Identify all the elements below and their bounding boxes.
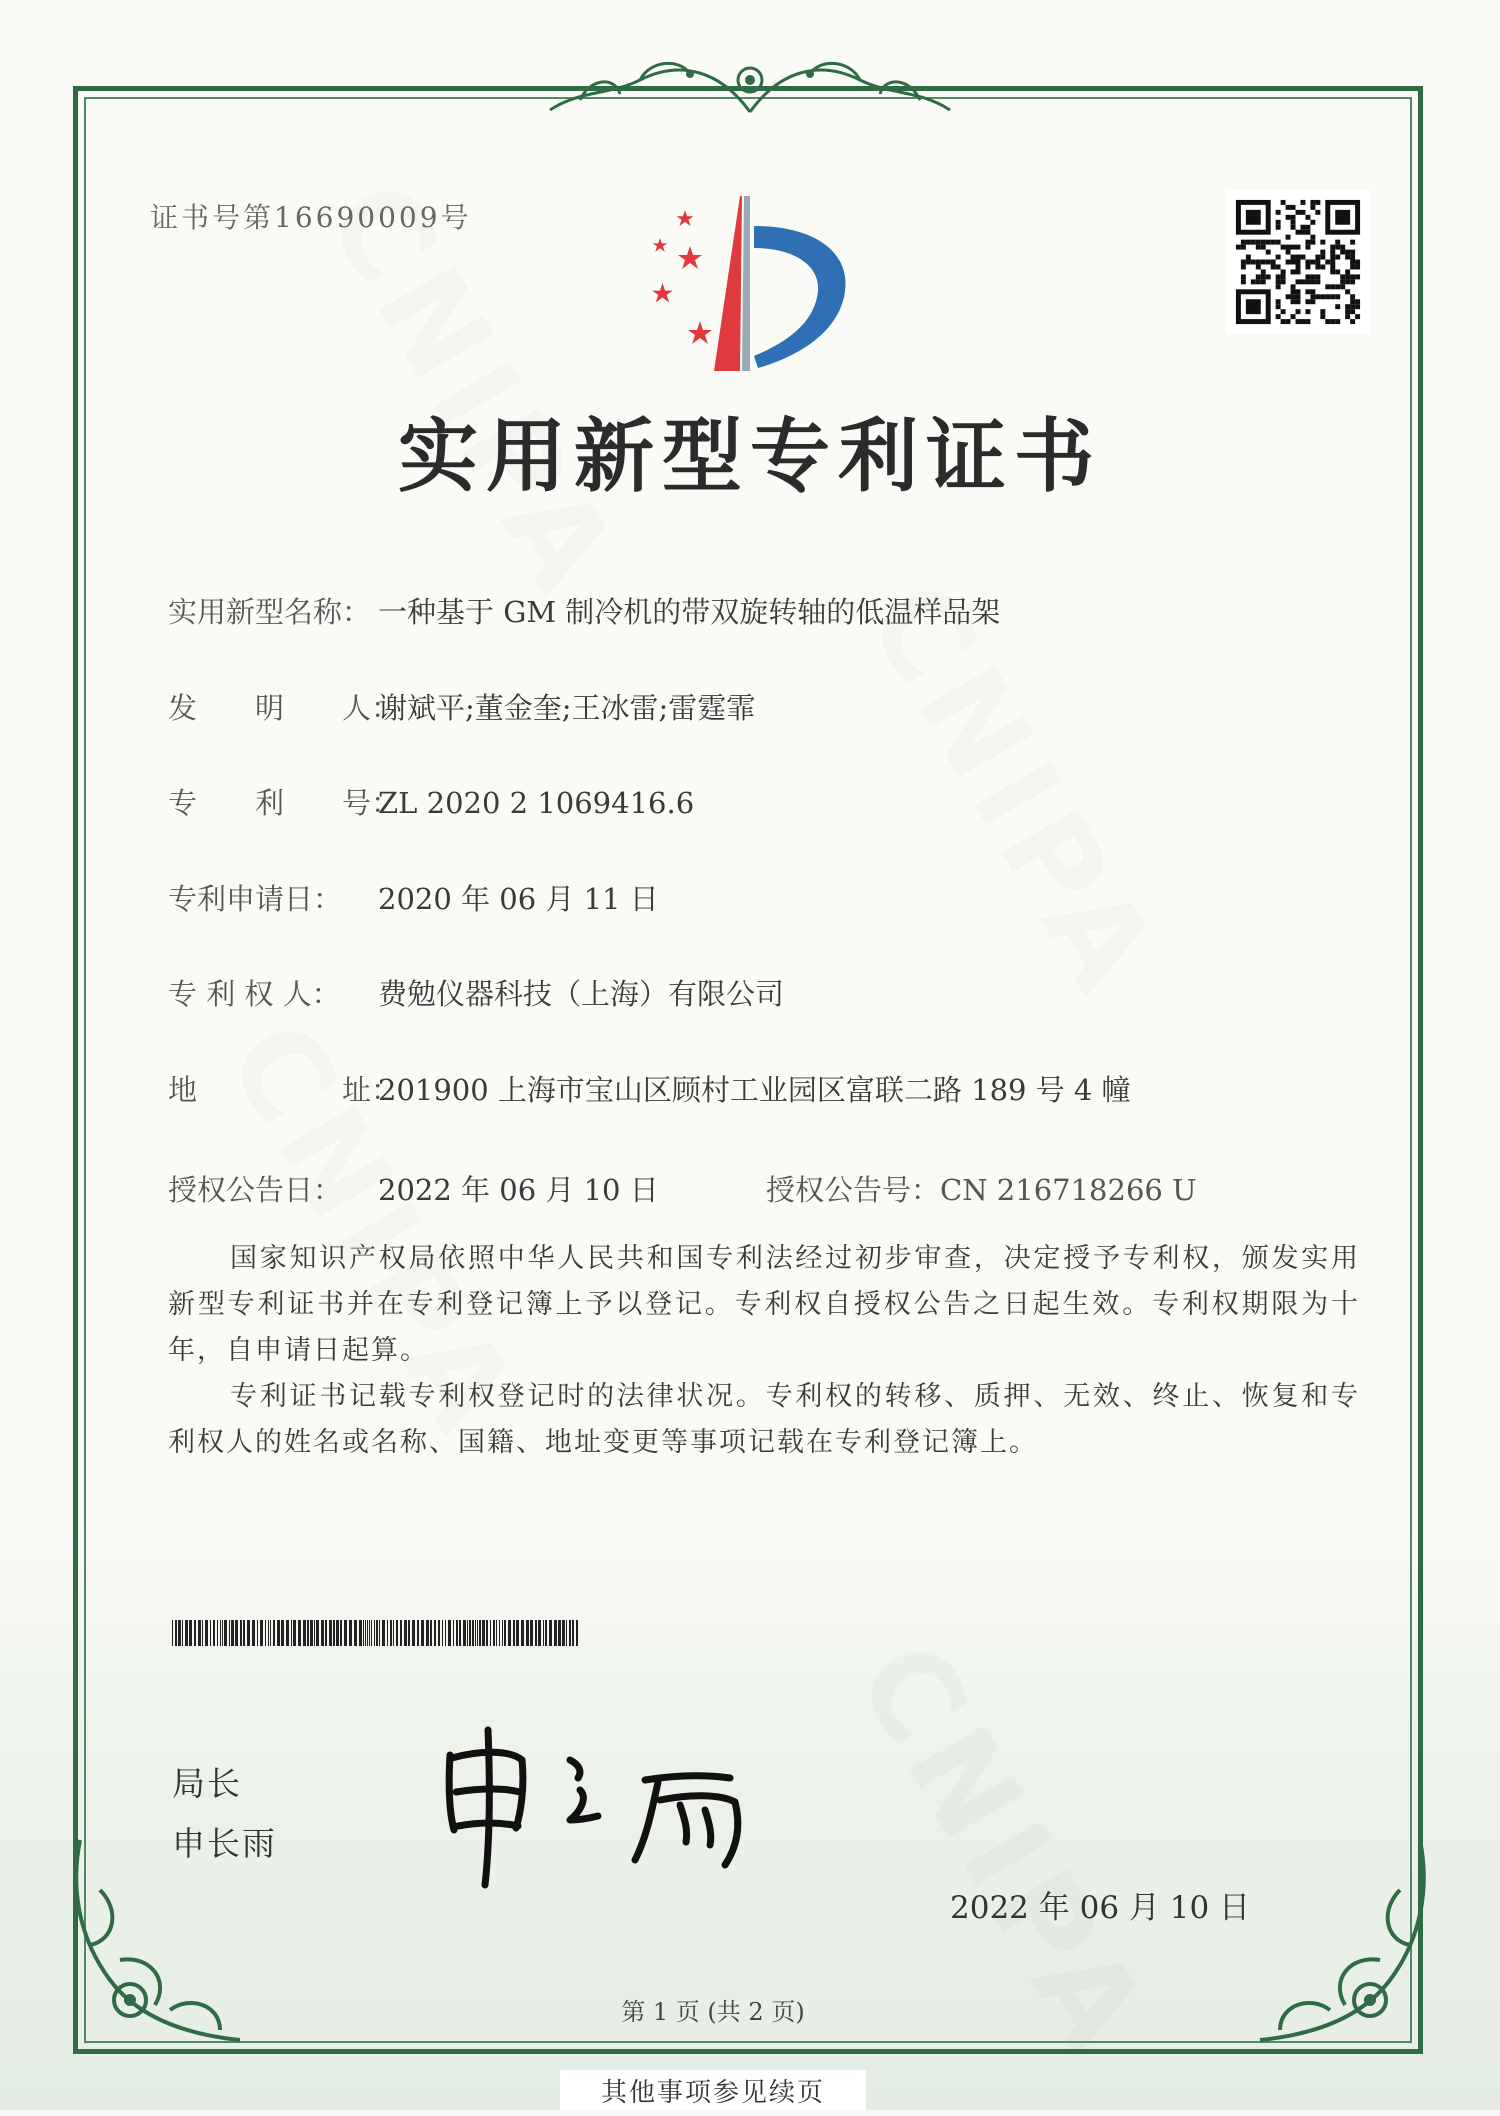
field-value: 谢斌平;董金奎;王冰雷;雷霆霏	[378, 691, 756, 725]
field-label: 地 址：	[168, 1073, 401, 1107]
handwritten-signature	[430, 1720, 780, 1890]
field-value: 201900 上海市宝山区顾村工业园区富联二路 189 号 4 幢	[378, 1073, 1131, 1107]
field-label: 实用新型名称：	[168, 595, 372, 629]
signature-text: 申长雨	[430, 1720, 433, 1721]
field-value: 费勉仪器科技（上海）有限公司	[378, 977, 785, 1011]
field-label: 授权公告号：	[766, 1173, 941, 1207]
announcement-number	[766, 1168, 1197, 1209]
field-label: 专 利 权 人：	[168, 977, 341, 1011]
official-title: 局长	[172, 1764, 242, 1803]
field-row	[168, 877, 659, 918]
field-row	[168, 1168, 659, 1209]
field-label: 专 利 号：	[168, 786, 401, 820]
field-row	[168, 781, 694, 822]
barcode-icon	[172, 1620, 580, 1646]
field-value: 2020 年 06 月 11 日	[378, 882, 659, 916]
field-value: CN 216718266 U	[940, 1173, 1197, 1207]
certificate-number: 证书号第16690009号	[150, 201, 472, 234]
field-value: 2022 年 06 月 10 日	[378, 1173, 659, 1207]
official-name: 申长雨	[172, 1824, 277, 1863]
field-label: 发 明 人：	[168, 691, 401, 725]
field-value: ZL 2020 2 1069416.6	[378, 786, 695, 820]
certificate-title: 实用新型专利证书	[398, 409, 1102, 503]
statement-paragraph: 专利证书记载专利权登记时的法律状况。专利权的转移、质押、无效、终止、恢复和专利权人的姓名或名称、国籍、地址变更等事项记载在专利登记簿上。	[168, 1381, 1360, 1458]
field-row	[168, 590, 1000, 631]
field-row	[168, 1068, 1131, 1109]
field-value: 一种基于 GM 制冷机的带双旋转轴的低温样品架	[378, 595, 1001, 629]
field-row	[168, 686, 755, 727]
field-row	[168, 972, 784, 1013]
issue-date: 2022 年 06 月 10 日	[950, 1890, 1251, 1926]
cnipa-logo-icon	[630, 196, 870, 376]
field-label: 授权公告日：	[168, 1173, 343, 1207]
top-ornament-icon	[520, 50, 980, 126]
page-number: 第 1 页 (共 2 页)	[621, 1998, 805, 2026]
statement-paragraph: 国家知识产权局依照中华人民共和国专利法经过初步审查，决定授予专利权，颁发实用新型专利证书并在专利登记簿上予以登记。专利权自授权公告之日起生效。专利权期限为十年，自申请日起算。	[168, 1243, 1360, 1366]
continue-note: 其他事项参见续页	[560, 2070, 866, 2110]
field-label: 专利申请日：	[168, 882, 343, 916]
qr-code-icon	[1226, 190, 1370, 334]
